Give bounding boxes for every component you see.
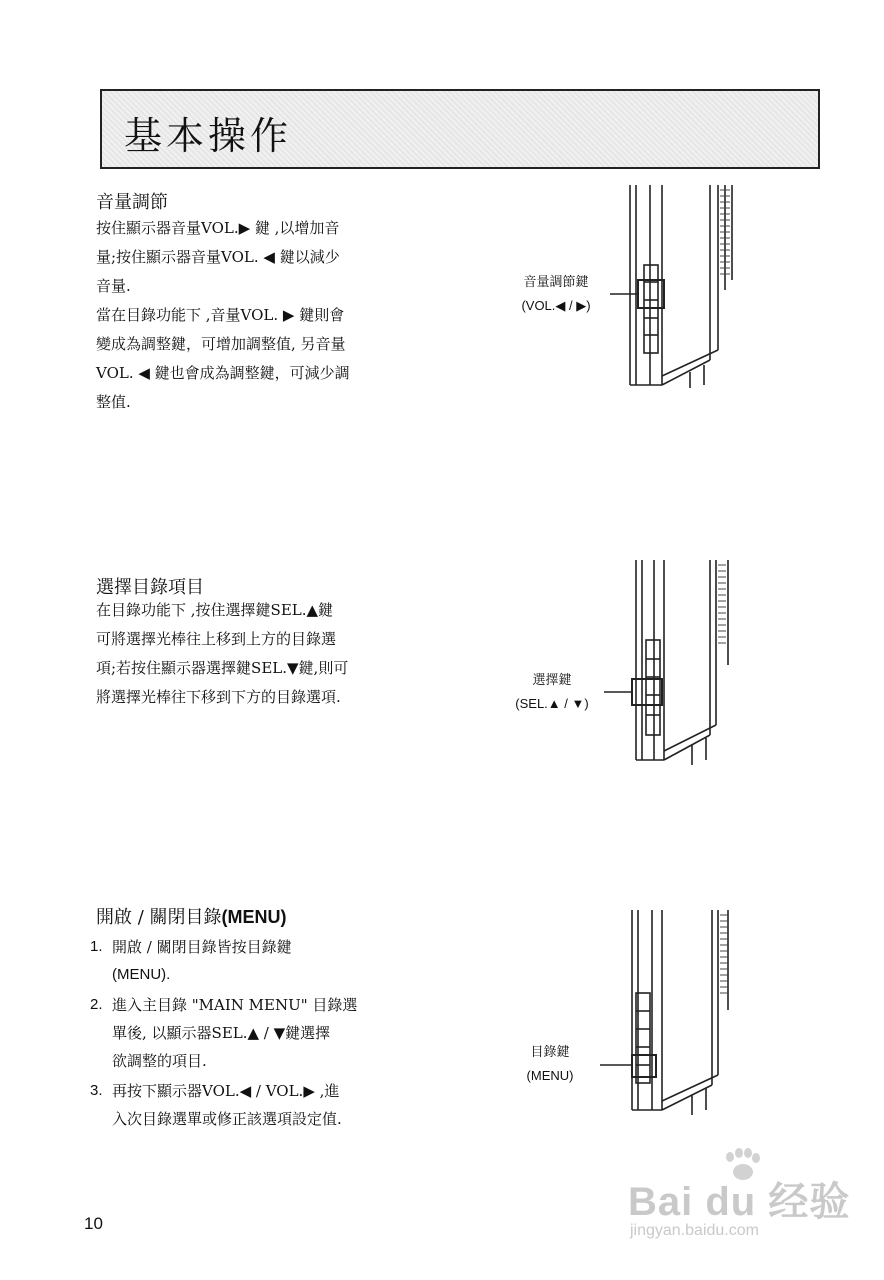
page-number: 10 [84,1214,103,1233]
list-item-number: 2. [90,996,103,1013]
text-line: 在目錄功能下 ,按住選擇鍵SEL.▲鍵 [96,601,334,619]
text-line: 進入主目錄 "MAIN MENU" 目錄選 [112,996,358,1014]
menu-heading-text: 開啟 / 關閉目錄 [96,907,222,928]
text-line: 音量. [96,277,131,295]
list-item-number: 3. [90,1082,103,1099]
text-line: 開啟 / 關閉目錄皆按目錄鍵 [112,938,292,956]
text-line: 變成為調整鍵，可增加調整值, 另音量 [96,335,346,353]
monitor-side-diagram-volume [570,180,770,395]
text-line: 將選擇光棒往下移到下方的目錄選項. [96,688,341,706]
text-line: 欲調整的項目. [112,1052,207,1070]
watermark [628,1170,858,1260]
monitor-side-diagram-menu [570,905,770,1120]
volume-paragraph [96,214,426,417]
menu-heading [96,903,287,929]
select-heading: 選擇目錄項目 [96,577,204,598]
watermark-logo: Bai du 经验 [628,1180,851,1224]
volume-callout-label: 音量調節鍵 [523,274,589,289]
select-callout-sub: (SEL.▲ / ▼) [515,696,589,711]
list-item [90,991,430,1075]
menu-heading-bold: (MENU) [221,907,287,927]
watermark-url: jingyan.baidu.com [630,1222,759,1239]
text-line: 單後, 以顯示器SEL.▲ / ▼鍵選擇 [112,1024,331,1042]
section-title-box [100,89,820,169]
monitor-side-diagram-select [570,555,770,770]
volume-callout-sub: (VOL.◀ / ▶) [521,298,591,313]
list-item [90,1077,430,1133]
page-title: 基本操作 [124,114,293,158]
text-line: 再按下顯示器VOL.◀ / VOL.▶ ,進 [112,1082,340,1100]
text-line: 可將選擇光棒往上移到上方的目錄選 [96,630,337,648]
list-item-number: 1. [90,938,103,955]
text-line: 按住顯示器音量VOL.▶ 鍵 ,以增加音 [96,219,340,237]
text-line: 量;按住顯示器音量VOL. ◀ 鍵以減少 [96,248,340,266]
volume-heading: 音量調節 [96,192,168,213]
text-line: 項;若按住顯示器選擇鍵SEL.▼鍵,則可 [96,659,349,677]
select-paragraph [96,596,426,712]
text-line: VOL. ◀ 鍵也會成為調整鍵，可減少調 [96,364,350,382]
menu-callout-sub: (MENU) [526,1068,574,1083]
text-line: 當在目錄功能下 ,音量VOL. ▶ 鍵則會 [96,306,345,324]
menu-steps-list [90,933,430,1135]
text-line: 入次目錄選單或修正該選項設定值. [112,1110,342,1128]
text-line: 整值. [96,393,131,411]
menu-callout-label: 目錄鍵 [530,1044,570,1059]
select-callout-label: 選擇鍵 [532,672,572,687]
text-line: (MENU). [112,966,171,983]
list-item [90,933,430,989]
